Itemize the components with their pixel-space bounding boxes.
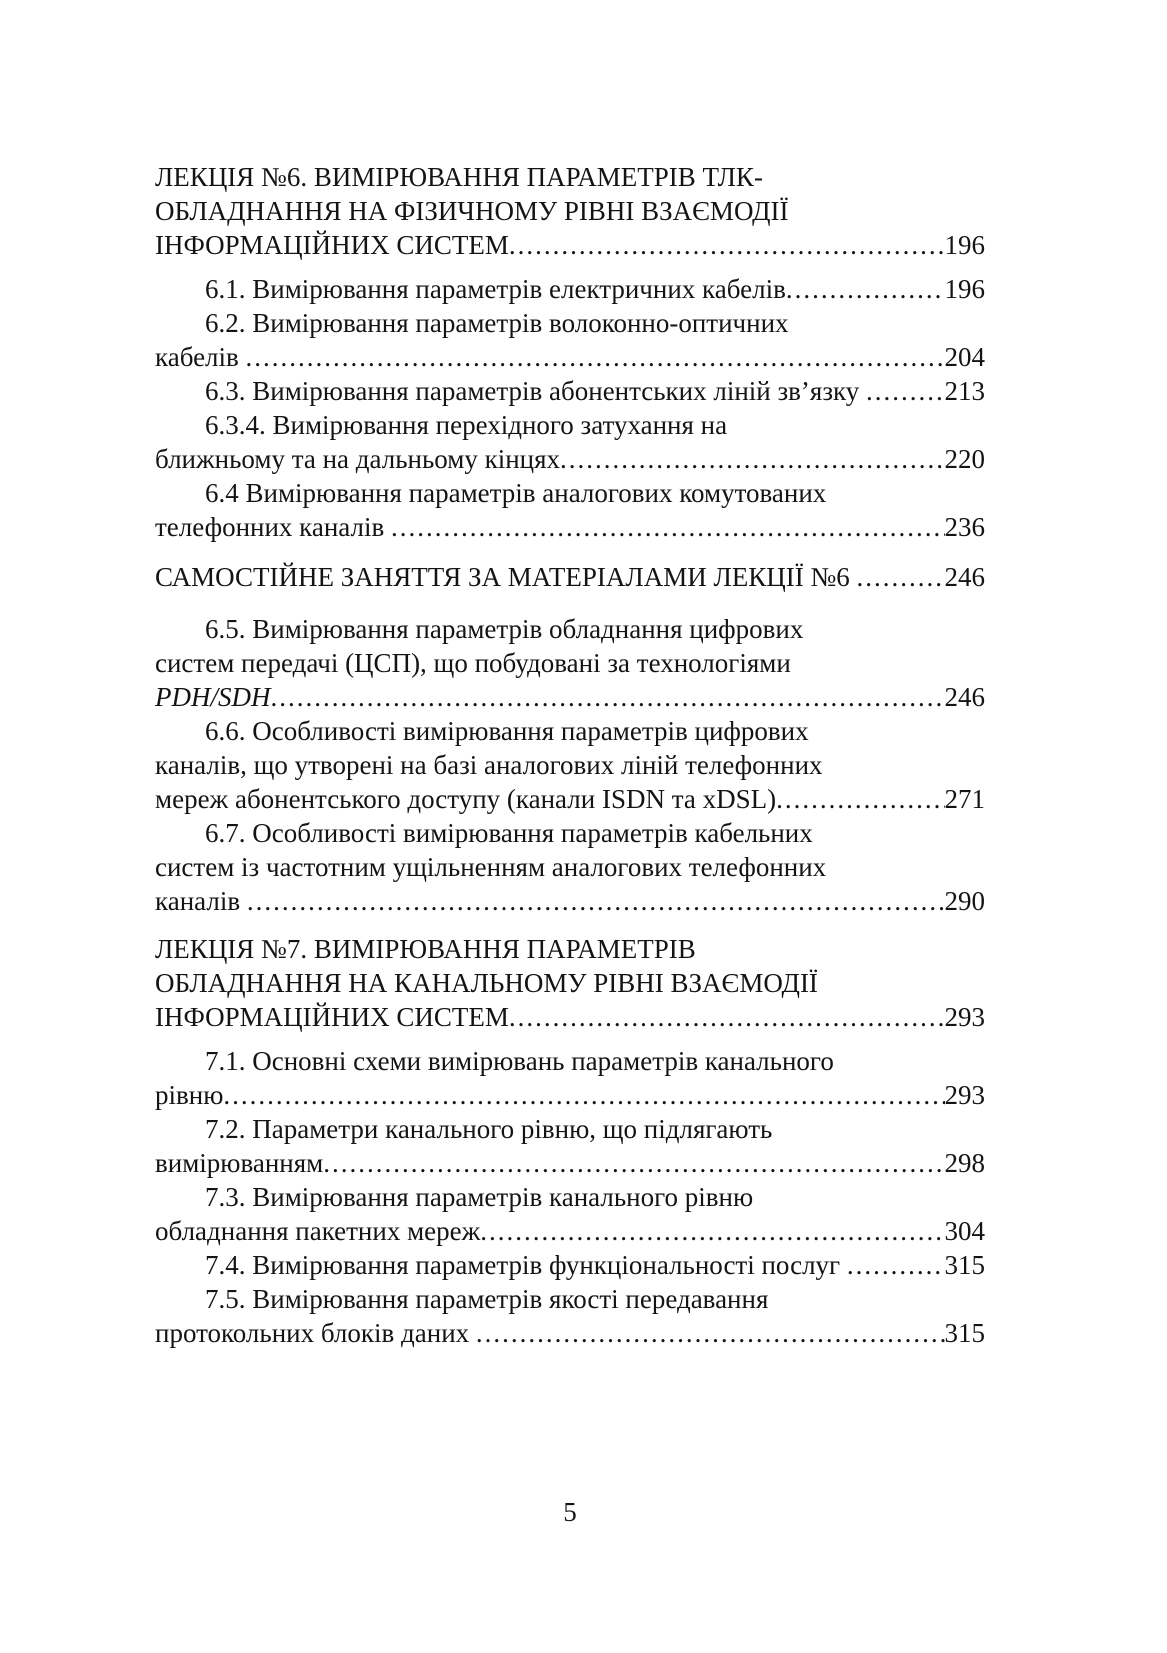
toc-page-number: 315 <box>944 1318 985 1348</box>
toc-entry-7-4 <box>155 1248 985 1282</box>
toc-line-text: систем із частотним ущільненням аналогових телефонних <box>155 852 827 882</box>
dot-leader <box>480 1214 944 1248</box>
toc-line-text: ОБЛАДНАННЯ НА ФІЗИЧНОМУ РІВНІ ВЗАЄМОДІЇ <box>155 196 789 226</box>
dot-leader <box>866 374 945 408</box>
toc-line-text: САМОСТІЙНЕ ЗАНЯТТЯ ЗА МАТЕРІАЛАМИ ЛЕКЦІЇ №6 <box>155 562 857 592</box>
page-number-footer <box>155 1495 985 1529</box>
toc-line-text: 6.6. Особливості вимірювання параметрів цифрових <box>205 716 809 746</box>
toc-page-number: 315 <box>944 1250 985 1280</box>
toc-line <box>155 306 985 340</box>
toc-entry-7-3 <box>155 1180 985 1248</box>
toc-line-text: 6.4 Вимірювання параметрів аналогових комутованих <box>205 478 827 508</box>
dot-leader <box>391 510 945 544</box>
toc-page-number: 204 <box>944 342 985 372</box>
toc-line-text: 6.7. Особливості вимірювання параметрів кабельних <box>205 818 813 848</box>
toc-line <box>155 408 985 442</box>
toc-line <box>155 1316 985 1350</box>
toc-line <box>155 816 985 850</box>
dot-leader <box>847 1248 945 1282</box>
dot-leader <box>246 340 945 374</box>
toc-line <box>155 932 985 966</box>
toc-line <box>155 1180 985 1214</box>
toc-entry-lecture-7 <box>155 932 985 1034</box>
toc-line <box>155 340 985 374</box>
dot-leader <box>786 272 945 306</box>
toc-page-number: 304 <box>944 1216 985 1246</box>
toc-page-number: 271 <box>944 784 985 814</box>
dot-leader <box>323 1146 944 1180</box>
toc-page-number: 290 <box>944 886 985 916</box>
toc-line-text: ОБЛАДНАННЯ НА КАНАЛЬНОМУ РІВНІ ВЗАЄМОДІЇ <box>155 968 818 998</box>
toc-line <box>155 194 985 228</box>
toc-line-text: 7.2. Параметри канального рівню, що підлягають <box>205 1114 773 1144</box>
toc-line <box>155 476 985 510</box>
toc-line-text: кабелів <box>155 342 246 372</box>
toc-line-text: мереж абонентського доступу (канали ISDN та xDSL) <box>155 784 777 814</box>
toc-page-number: 196 <box>944 230 985 260</box>
toc-line <box>155 782 985 816</box>
toc-line-text: вимірюванням <box>155 1148 324 1178</box>
toc-entry-6-4 <box>155 476 985 544</box>
toc-line-text: 6.3.4. Вимірювання перехідного затухання на <box>205 410 728 440</box>
toc-line-text: 6.3. Вимірювання параметрів абонентських ліній зв’язку <box>205 376 866 406</box>
toc-line <box>155 680 985 714</box>
toc-entry-6-2 <box>155 306 985 374</box>
toc-line-text: 7.1. Основні схеми вимірювань параметрів канального <box>205 1046 834 1076</box>
toc-entry-6-3 <box>155 374 985 408</box>
toc-line <box>155 1078 985 1112</box>
toc-line-text: телефонних каналів <box>155 512 391 542</box>
toc-line <box>155 1044 985 1078</box>
dot-leader <box>509 1000 945 1034</box>
toc-page-number: 298 <box>944 1148 985 1178</box>
toc-line-text: 7.3. Вимірювання параметрів канального рівню <box>205 1182 754 1212</box>
toc-line <box>155 374 985 408</box>
toc-line <box>155 442 985 476</box>
toc-line <box>155 1248 985 1282</box>
toc-line <box>155 646 985 680</box>
page-number: 5 <box>563 1497 577 1527</box>
dot-leader <box>857 560 945 594</box>
toc-line-text: 7.5. Вимірювання параметрів якості передавання <box>205 1284 769 1314</box>
toc-line <box>155 1000 985 1034</box>
dot-leader <box>560 442 944 476</box>
toc-line <box>155 560 985 594</box>
toc-line <box>155 160 985 194</box>
dot-leader <box>476 1316 945 1350</box>
toc-line-text: PDH/SDH <box>155 682 271 712</box>
toc-line-text: ІНФОРМАЦІЙНИХ СИСТЕМ <box>155 1002 509 1032</box>
toc-page-number: 246 <box>944 562 985 592</box>
toc-page-number: 293 <box>944 1002 985 1032</box>
toc-line-text: ближньому та на дальньому кінцях <box>155 444 561 474</box>
toc-line-text: 6.2. Вимірювання параметрів волоконно-оптичних <box>205 308 789 338</box>
toc-entry-6-6 <box>155 714 985 816</box>
toc-line <box>155 748 985 782</box>
toc-line-text: каналів <box>155 886 247 916</box>
toc-entry-self-study-6 <box>155 560 985 594</box>
toc-line <box>155 1214 985 1248</box>
toc-page-number: 220 <box>944 444 985 474</box>
toc-page-number: 196 <box>944 274 985 304</box>
toc-page-number: 293 <box>944 1080 985 1110</box>
toc-line <box>155 510 985 544</box>
dot-leader <box>776 782 944 816</box>
toc-entry-7-5 <box>155 1282 985 1350</box>
toc-line <box>155 1282 985 1316</box>
dot-leader <box>509 228 945 262</box>
toc-line-text: протокольних блоків даних <box>155 1318 476 1348</box>
toc-page-number: 246 <box>944 682 985 712</box>
toc-page-number: 213 <box>944 376 985 406</box>
toc-entry-6-1 <box>155 272 985 306</box>
toc-line <box>155 272 985 306</box>
toc-line <box>155 1146 985 1180</box>
dot-leader <box>271 680 945 714</box>
toc-line-text: 6.1. Вимірювання параметрів електричних кабелів <box>205 274 786 304</box>
dot-leader <box>223 1078 944 1112</box>
dot-leader <box>247 884 945 918</box>
toc-line-text: обладнання пакетних мереж <box>155 1216 481 1246</box>
toc-line <box>155 714 985 748</box>
toc-entry-6-5 <box>155 612 985 714</box>
toc-entry-6-3-4 <box>155 408 985 476</box>
toc-line <box>155 228 985 262</box>
toc-line <box>155 612 985 646</box>
toc-line-text: систем передачі (ЦСП), що побудовані за технологіями <box>155 648 791 678</box>
toc-line-text: 6.5. Вимірювання параметрів обладнання цифрових <box>205 614 804 644</box>
toc-line-text: ЛЕКЦІЯ №6. ВИМІРЮВАННЯ ПАРАМЕТРІВ ТЛК- <box>155 162 763 192</box>
toc-entry-7-2 <box>155 1112 985 1180</box>
toc-line <box>155 1112 985 1146</box>
toc-entry-lecture-6 <box>155 160 985 262</box>
toc-line <box>155 966 985 1000</box>
toc-entry-7-1 <box>155 1044 985 1112</box>
toc-page-number: 236 <box>944 512 985 542</box>
toc-line-text: ЛЕКЦІЯ №7. ВИМІРЮВАННЯ ПАРАМЕТРІВ <box>155 934 696 964</box>
toc-line-text: рівню <box>155 1080 224 1110</box>
toc-line <box>155 884 985 918</box>
toc-line-text: 7.4. Вимірювання параметрів функціональності послуг <box>205 1250 847 1280</box>
toc-line <box>155 850 985 884</box>
toc-entry-6-7 <box>155 816 985 918</box>
toc-line-text: ІНФОРМАЦІЙНИХ СИСТЕМ <box>155 230 509 260</box>
toc-line-text: каналів, що утворені на базі аналогових ліній телефонних <box>155 750 823 780</box>
